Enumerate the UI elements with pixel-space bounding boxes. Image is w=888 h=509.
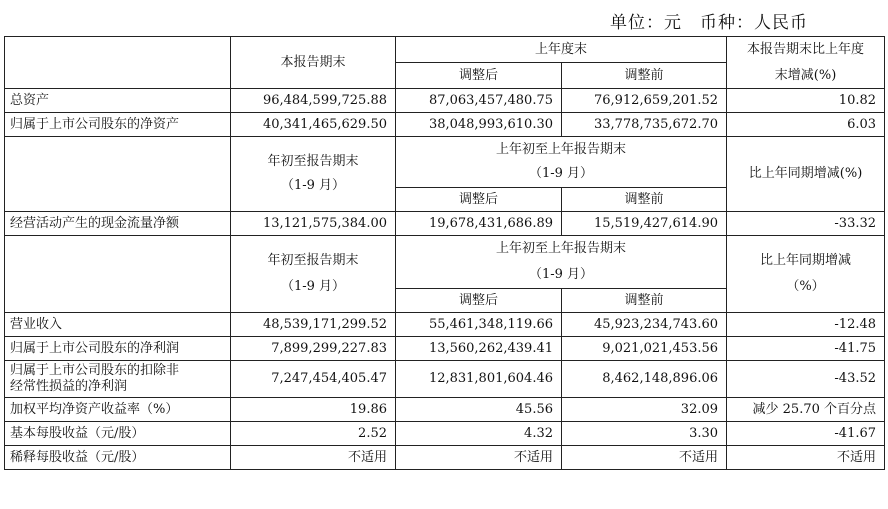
row-label: 总资产 — [5, 89, 231, 113]
cell-adjusted: 19,678,431,686.89 — [396, 212, 562, 236]
header-current-period-end: 本报告期末 — [231, 37, 396, 89]
table-row — [5, 422, 885, 446]
cell-adjusted: 55,461,348,119.66 — [396, 313, 562, 337]
header-adjusted: 调整后 — [396, 188, 562, 212]
cell-current: 不适用 — [231, 446, 396, 470]
header-adjusted: 调整后 — [396, 63, 562, 89]
table-row — [5, 337, 885, 361]
cell-current: 7,247,454,405.47 — [231, 361, 396, 398]
header-before-adjustment: 调整前 — [562, 63, 727, 89]
table-row — [5, 212, 885, 236]
table-row — [5, 361, 885, 398]
cell-change: 10.82 — [727, 89, 885, 113]
cell-current: 19.86 — [231, 398, 396, 422]
table-row — [5, 313, 885, 337]
cell-adjusted: 87,063,457,480.75 — [396, 89, 562, 113]
row-label: 基本每股收益（元/股） — [5, 422, 231, 446]
row-label: 归属于上市公司股东的净资产 — [5, 113, 231, 137]
header-prior-ytd — [396, 236, 727, 289]
header-blank — [5, 236, 231, 313]
cell-current: 96,484,599,725.88 — [231, 89, 396, 113]
cell-current: 2.52 — [231, 422, 396, 446]
cell-adjusted: 4.32 — [396, 422, 562, 446]
header-before-adjustment: 调整前 — [562, 289, 727, 313]
cell-change: -43.52 — [727, 361, 885, 398]
cell-before: 45,923,234,743.60 — [562, 313, 727, 337]
header-prior-ytd-line1: 上年初至上年报告期末 — [496, 142, 627, 157]
header-change-yoy-line1: 比上年同期增减 — [760, 253, 852, 268]
cell-before: 15,519,427,614.90 — [562, 212, 727, 236]
header-change-line1: 本报告期末比上年度 — [747, 41, 865, 57]
cell-change: 减少 25.70 个百分点 — [727, 398, 885, 422]
cell-before: 32.09 — [562, 398, 727, 422]
row-label: 经营活动产生的现金流量净额 — [5, 212, 231, 236]
cell-adjusted: 45.56 — [396, 398, 562, 422]
header-prior-ytd — [396, 137, 727, 188]
cell-before: 9,021,021,453.56 — [562, 337, 727, 361]
cell-before: 8,462,148,896.06 — [562, 361, 727, 398]
header-change-yoy: 比上年同期增减(%) — [727, 137, 885, 212]
table-row — [5, 446, 885, 470]
table-row — [5, 398, 885, 422]
row-label: 加权平均净资产收益率（%） — [5, 398, 231, 422]
cell-change: 不适用 — [727, 446, 885, 470]
row-label-line2: 经常性损益的净利润 — [10, 379, 128, 394]
cell-change: -12.48 — [727, 313, 885, 337]
header-change-yoy-line2: （%） — [786, 279, 825, 294]
row-label-line1: 归属于上市公司股东的扣除非 — [10, 363, 180, 378]
header-ytd — [231, 137, 396, 212]
row-label: 稀释每股收益（元/股） — [5, 446, 231, 470]
header-ytd-line2: （1-9 月） — [280, 279, 346, 294]
header-blank — [5, 137, 231, 212]
header-ytd-line1: 年初至报告期末 — [267, 154, 359, 169]
cell-adjusted: 不适用 — [396, 446, 562, 470]
header-before-adjustment: 调整前 — [562, 188, 727, 212]
cell-before: 不适用 — [562, 446, 727, 470]
row-label — [5, 361, 231, 398]
cell-adjusted: 38,048,993,610.30 — [396, 113, 562, 137]
cell-change: -41.75 — [727, 337, 885, 361]
header-prior-ytd-line2: （1-9 月） — [528, 166, 594, 181]
cell-adjusted: 13,560,262,439.41 — [396, 337, 562, 361]
cell-current: 13,121,575,384.00 — [231, 212, 396, 236]
cell-before: 3.30 — [562, 422, 727, 446]
cell-adjusted: 12,831,801,604.46 — [396, 361, 562, 398]
header-change-vs-prior-year-end — [727, 37, 885, 89]
cell-change: -41.67 — [727, 422, 885, 446]
cell-change: 6.03 — [727, 113, 885, 137]
header-ytd-line1: 年初至报告期末 — [267, 253, 359, 268]
cell-before: 76,912,659,201.52 — [562, 89, 727, 113]
table-row — [5, 113, 885, 137]
table-row — [5, 89, 885, 113]
financial-data-table — [4, 36, 885, 470]
header-prior-year-end: 上年度末 — [396, 37, 727, 63]
header-prior-ytd-line2: （1-9 月） — [528, 267, 594, 282]
cell-before: 33,778,735,672.70 — [562, 113, 727, 137]
row-label: 归属于上市公司股东的净利润 — [5, 337, 231, 361]
cell-current: 48,539,171,299.52 — [231, 313, 396, 337]
header-change-line2: 末增减(%) — [774, 67, 837, 83]
header-ytd-line2: （1-9 月） — [280, 178, 346, 193]
cell-current: 40,341,465,629.50 — [231, 113, 396, 137]
unit-currency-note: 单位：元 币种：人民币 — [610, 13, 808, 33]
header-change-yoy — [727, 236, 885, 313]
cell-current: 7,899,299,227.83 — [231, 337, 396, 361]
header-blank — [5, 37, 231, 89]
header-adjusted: 调整后 — [396, 289, 562, 313]
row-label: 营业收入 — [5, 313, 231, 337]
header-prior-ytd-line1: 上年初至上年报告期末 — [496, 241, 627, 256]
cell-change: -33.32 — [727, 212, 885, 236]
header-ytd — [231, 236, 396, 313]
